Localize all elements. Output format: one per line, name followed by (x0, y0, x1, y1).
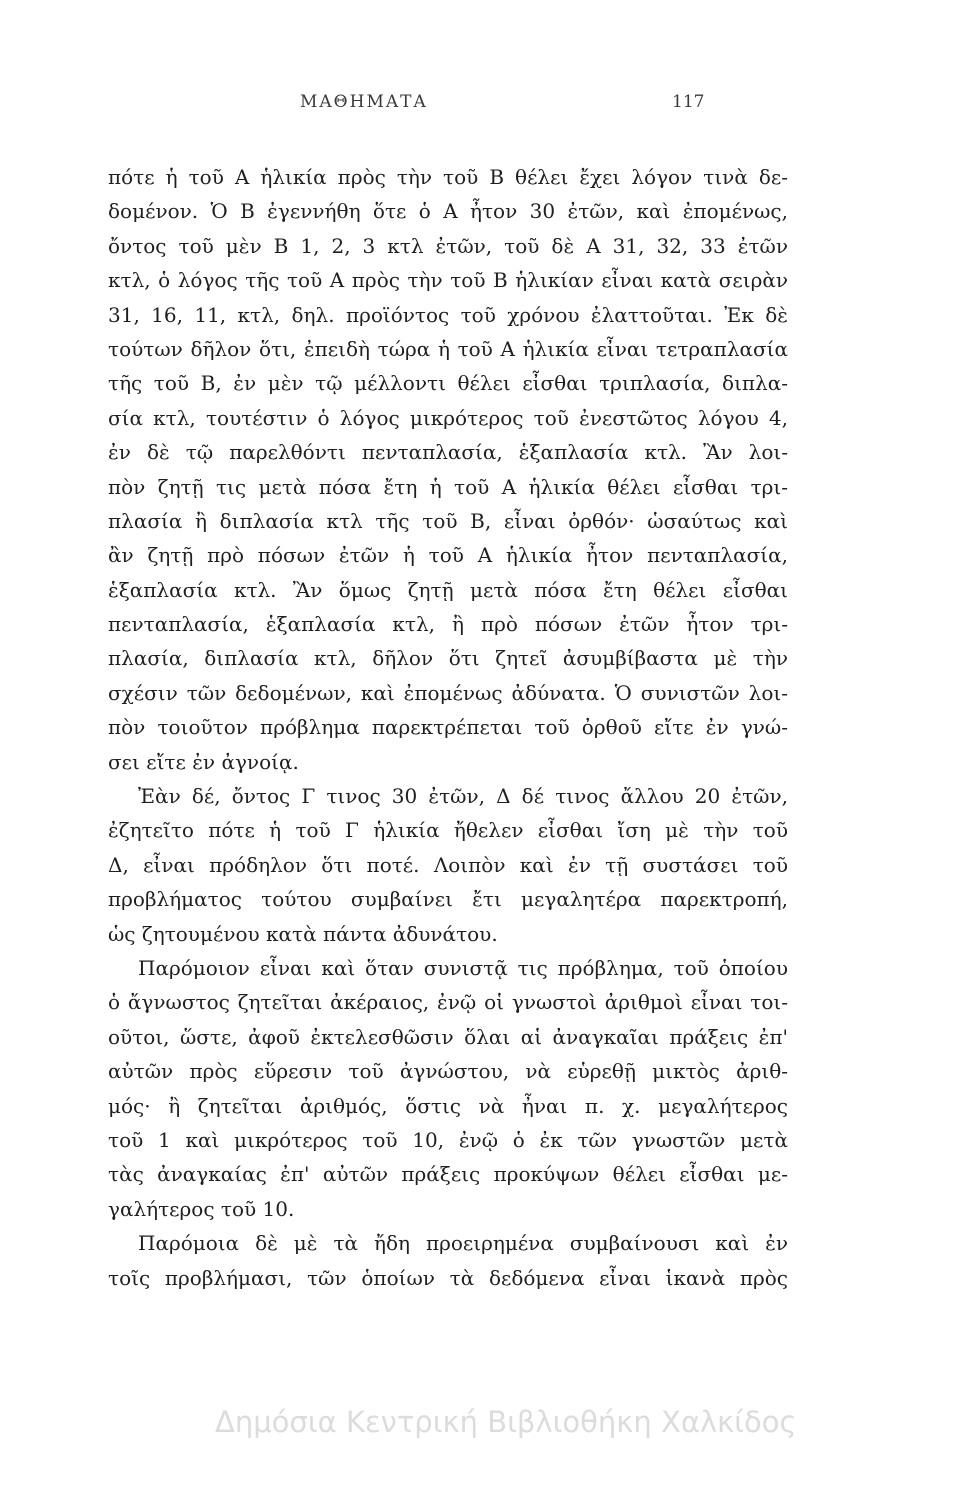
text-line: ὄντος τοῦ μὲν Β 1, 2, 3 κτλ ἐτῶν, τοῦ δὲ Α 31, 32, 33 ἐτῶν (108, 233, 788, 258)
text-line: προβλήματος τούτου συμβαίνει ἔτι μεγαλητέρα παρεκτροπή, (108, 887, 788, 912)
running-title: ΜΑΘΗΜΑΤΑ (300, 92, 428, 112)
text-line: τούτων δῆλον ὅτι, ἐπειδὴ τώρα ἡ τοῦ Α ἡλικία εἶναι τετραπλασία (108, 336, 788, 361)
text-line: πενταπλασία, ἑξαπλασία κτλ, ἢ πρὸ πόσων ἐτῶν ἦτον τρι- (108, 612, 788, 637)
text-line: Παρόμοια δὲ μὲ τὰ ἤδη προειρημένα συμβαίνουσι καὶ ἐν (138, 1231, 788, 1256)
text-line: αὐτῶν πρὸς εὕρεσιν τοῦ ἀγνώστου, νὰ εὑρεθῇ μικτὸς ἀριθ- (108, 1059, 788, 1084)
text-line: οῦτοι, ὥστε, ἀφοῦ ἐκτελεσθῶσιν ὅλαι αἱ ἀναγκαῖαι πράξεις ἐπ' (108, 1024, 788, 1049)
text-line: σία κτλ, τουτέστιν ὁ λόγος μικρότερος τοῦ ἐνεστῶτος λόγου 4, (108, 405, 788, 430)
text-line: ἐζητεῖτο πότε ἡ τοῦ Γ ἡλικία ἤθελεν εἶσθαι ἴση μὲ τὴν τοῦ (108, 818, 788, 843)
text-line: Δ, εἶναι πρόδηλον ὅτι ποτέ. Λοιπὸν καὶ ἐν τῇ συστάσει τοῦ (108, 852, 788, 877)
body-text (108, 160, 788, 1295)
page-number: 117 (672, 92, 705, 112)
text-line: πὸν ζητῇ τις μετὰ πόσα ἔτη ἡ τοῦ Α ἡλικία θέλει εἶσθαι τρι- (108, 474, 788, 499)
text-line: τοῦ 1 καὶ μικρότερος τοῦ 10, ἐνῷ ὁ ἐκ τῶν γνωστῶν μετὰ (108, 1127, 788, 1152)
text-line: πλασία ἢ διπλασία κτλ τῆς τοῦ Β, εἶναι ὀρθόν· ὡσαύτως καὶ (108, 508, 788, 533)
text-line: τῆς τοῦ Β, ἐν μὲν τῷ μέλλοντι θέλει εἶσθαι τριπλασία, διπλα- (108, 371, 788, 396)
text-line: σχέσιν τῶν δεδομένων, καὶ ἐπομένως ἀδύνατα. Ὁ συνιστῶν λοι- (108, 680, 788, 705)
text-line: κτλ, ὁ λόγος τῆς τοῦ Α πρὸς τὴν τοῦ Β ἡλικίαν εἶναι κατὰ σειρὰν (108, 268, 788, 293)
text-line: ὡς ζητουμένου κατὰ πάντα ἀδυνάτου. (108, 921, 498, 946)
text-line: ὁ ἄγνωστος ζητεῖται ἀκέραιος, ἐνῷ οἱ γνωστοὶ ἀριθμοὶ εἶναι τοι- (108, 990, 788, 1015)
text-line: γαλήτερος τοῦ 10. (108, 1196, 295, 1221)
text-line: μός· ἢ ζητεῖται ἀριθμός, ὅστις νὰ ἦναι π. χ. μεγαλήτερος (108, 1093, 788, 1118)
text-line: ἐν δὲ τῷ παρελθόντι πενταπλασία, ἑξαπλασία κτλ. Ἂν λοι- (108, 440, 788, 465)
text-line: πλασία, διπλασία κτλ, δῆλον ὅτι ζητεῖ ἀσυμβίβαστα μὲ τὴν (108, 646, 788, 671)
text-line: πὸν τοιοῦτον πρόβλημα παρεκτρέπεται τοῦ ὀρθοῦ εἴτε ἐν γνώ- (108, 715, 788, 740)
text-line: Ἐὰν δέ, ὄντος Γ τινος 30 ἐτῶν, Δ δέ τινος ἄλλου 20 ἐτῶν, (138, 784, 788, 809)
text-line: τὰς ἀναγκαίας ἐπ' αὐτῶν πράξεις προκύψων θέλει εἶσθαι με- (108, 1162, 788, 1187)
page-header (0, 92, 961, 122)
text-line: τοῖς προβλήμασι, τῶν ὁποίων τὰ δεδόμενα εἶναι ἱκανὰ πρὸς (108, 1265, 788, 1290)
text-line: Παρόμοιον εἶναι καὶ ὅταν συνιστᾷ τις πρόβλημα, τοῦ ὁποίου (138, 955, 788, 980)
library-watermark: Δημόσια Κεντρική Βιβλιοθήκη Χαλκίδος (215, 1405, 797, 1439)
text-line: ἂν ζητῇ πρὸ πόσων ἐτῶν ἡ τοῦ Α ἡλικία ἦτον πενταπλασία, (108, 543, 788, 568)
text-line: δομένον. Ὁ Β ἐγεννήθη ὅτε ὁ Α ἦτον 30 ἐτῶν, καὶ ἐπομένως, (108, 199, 788, 224)
text-line: 31, 16, 11, κτλ, δηλ. προϊόντος τοῦ χρόνου ἐλαττοῦται. Ἐκ δὲ (108, 302, 788, 327)
text-line: ἑξαπλασία κτλ. Ἂν ὅμως ζητῇ μετὰ πόσα ἔτη θέλει εἶσθαι (108, 577, 788, 602)
text-line: σει εἴτε ἐν ἀγνοίᾳ. (108, 749, 299, 774)
text-line: πότε ἡ τοῦ Α ἡλικία πρὸς τὴν τοῦ Β θέλει ἔχει λόγον τινὰ δε- (108, 165, 788, 189)
